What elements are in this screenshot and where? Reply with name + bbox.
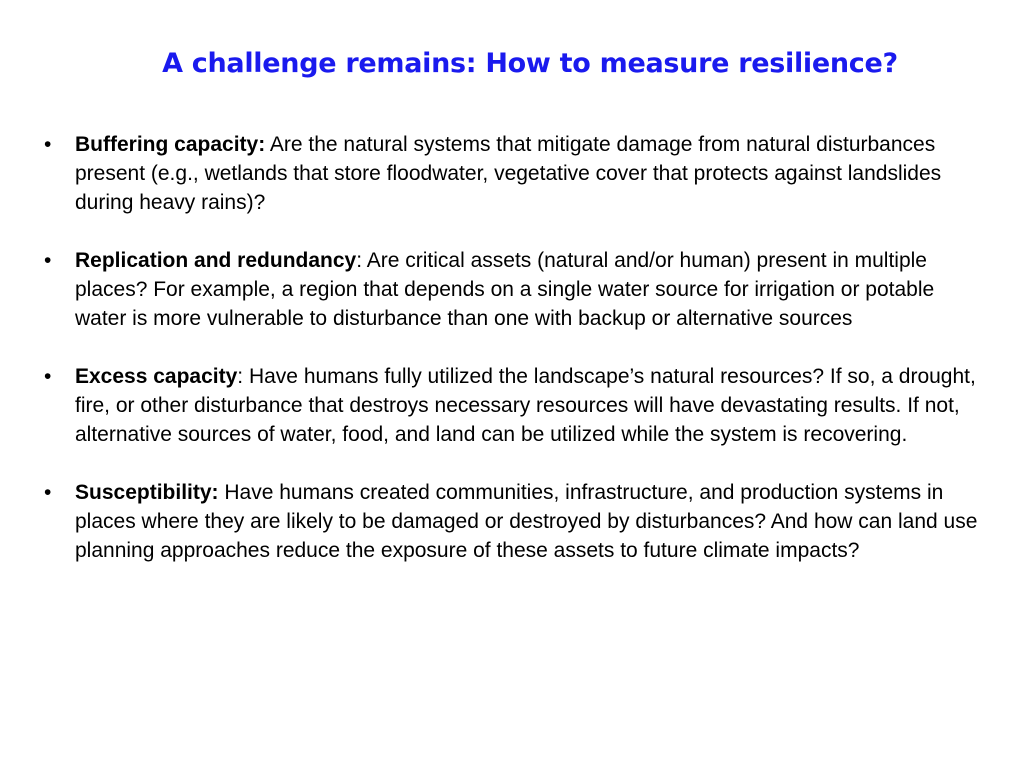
bullet-point-icon: •	[44, 249, 52, 272]
bullet-term: Buffering capacity:	[75, 133, 266, 156]
slide-title: A challenge remains: How to measure resilience?	[162, 48, 898, 79]
bullet-point-icon: •	[44, 365, 52, 388]
bullet-term: Excess capacity	[75, 365, 238, 388]
bullet-term: Replication and redundancy	[75, 249, 357, 272]
bullet-list	[44, 130, 978, 565]
bullet-item-replication-redundancy	[44, 246, 978, 333]
bullet-item-susceptibility	[44, 478, 978, 565]
bullet-point-icon: •	[44, 481, 52, 504]
bullet-item-excess-capacity	[44, 362, 978, 449]
bullet-text: : Have humans fully utilized the landscape’s natural resources? If so, a drought, fire, or other disturbance that destroys necessary resources will have devastating results. If not, alternative sources of water, food, and land can be utilized while the system is recovering.	[75, 365, 976, 446]
bullet-text: : Are critical assets (natural and/or human) present in multiple places? For example, a region that depends on a single water source for irrigation or potable water is more vulnerable to disturbance than one with backup or alternative sources	[75, 249, 935, 330]
bullet-text: Have humans created communities, infrastructure, and production systems in places where they are likely to be damaged or destroyed by disturbances? And how can land use planning approaches reduce the exposure of these assets to future climate impacts?	[75, 481, 978, 562]
bullet-term: Susceptibility:	[75, 481, 219, 504]
bullet-point-icon: •	[44, 133, 52, 156]
bullet-item-buffering-capacity	[44, 130, 978, 217]
bullet-text: Are the natural systems that mitigate damage from natural disturbances present (e.g., wetlands that store floodwater, vegetative cover that protects against landslides during heavy rains)?	[75, 133, 942, 214]
